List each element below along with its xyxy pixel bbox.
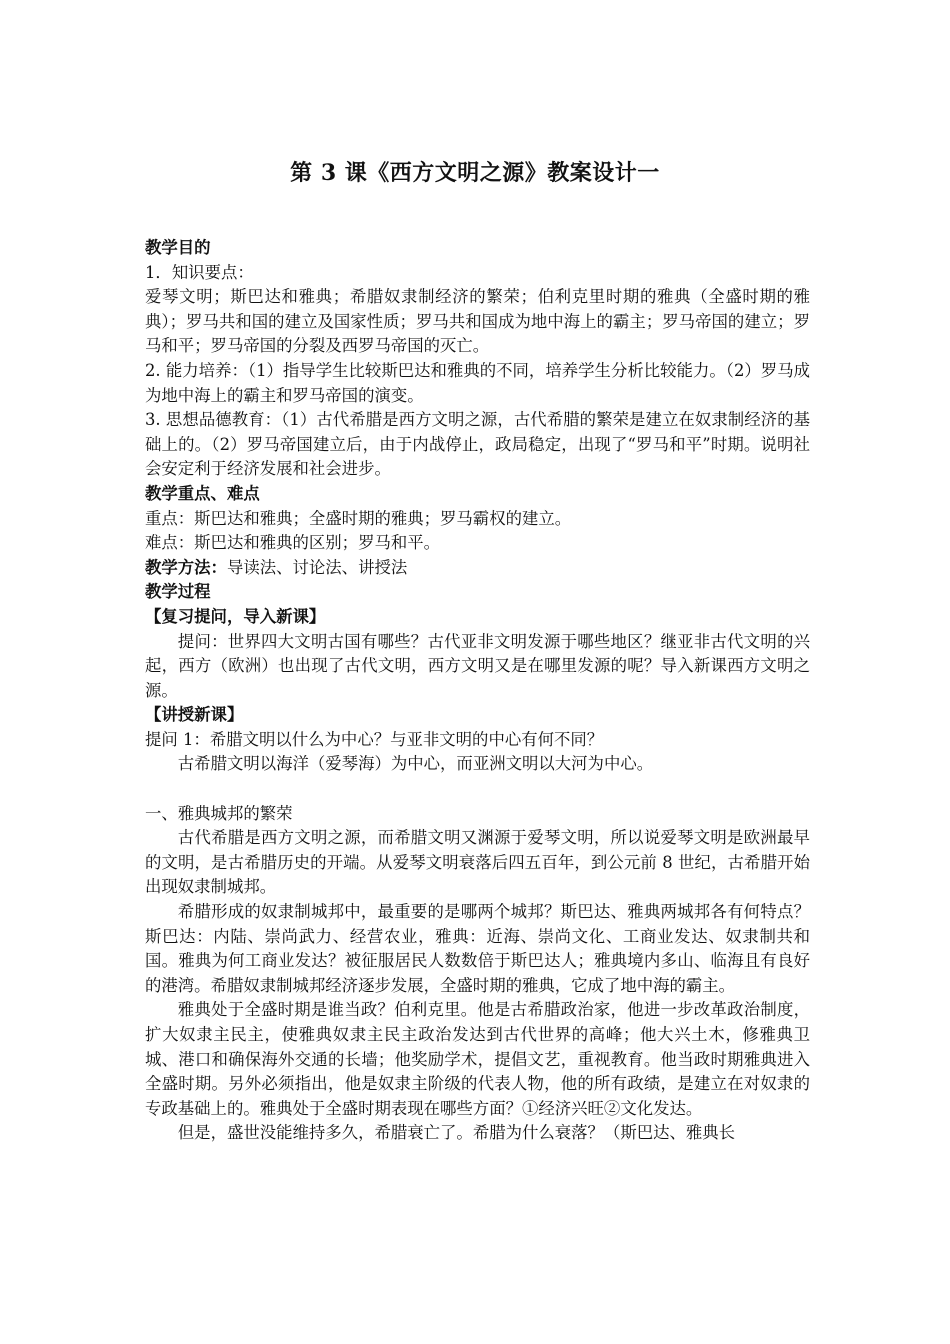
new-lesson-heading: 【讲授新课】 <box>145 705 244 725</box>
spacer <box>145 777 810 802</box>
key-points-heading: 教学重点、难点 <box>145 483 260 503</box>
process-heading: 教学过程 <box>145 582 211 602</box>
methods-line <box>145 556 810 581</box>
knowledge-label: 1．知识要点： <box>145 262 254 282</box>
methods-label: 教学方法： <box>145 557 227 577</box>
ability-text: 2. 能力培养：（1）指导学生比较斯巴达和雅典的不同，培养学生分析比较能力。（2）罗马成为地中海上的霸主和罗马帝国的演变。 <box>145 360 810 405</box>
question-1: 提问 1：希腊文明以什么为中心？与亚非文明的中心有何不同？ <box>145 729 604 749</box>
moral-text: 3. 思想品德教育：（1）古代希腊是西方文明之源，古代希腊的繁荣是建立在奴隶制经济的基础上的。（2）罗马帝国建立后，由于内战停止，政局稳定，出现了“罗马和平”时期。说明社会安定利于经济发展和社会进步。 <box>145 410 810 479</box>
methods-text: 导读法、讨论法、讲授法 <box>226 557 408 577</box>
section-1-paragraph: 但是，盛世没能维持多久，希腊衰亡了。希腊为什么衰落？（斯巴达、雅典长 <box>177 1123 736 1143</box>
review-text: 提问：世界四大文明古国有哪些？古代亚非文明发源于哪些地区？继亚非古代文明的兴起，西方（欧洲）也出现了古代文明，西方文明又是在哪里发源的呢？导入新课西方文明之源。 <box>145 631 810 700</box>
key-points-focus: 重点：斯巴达和雅典；全盛时期的雅典；罗马霸权的建立。 <box>145 508 572 528</box>
document-body <box>145 236 810 1146</box>
section-1-heading: 一、雅典城邦的繁荣 <box>145 803 293 823</box>
objectives-heading: 教学目的 <box>145 238 211 257</box>
document-title: 第 3 课《西方文明之源》教案设计一 <box>290 160 660 186</box>
section-1-paragraph: 古代希腊是西方文明之源，而希腊文明又渊源于爱琴文明，所以说爱琴文明是欧洲最早的文明，是古希腊历史的开端。从爱琴文明衰落后四五百年，到公元前 8 世纪，古希腊开始出现奴隶制城邦。 <box>145 828 810 897</box>
knowledge-text: 爱琴文明；斯巴达和雅典；希腊奴隶制经济的繁荣；伯利克里时期的雅典（全盛时期的雅典）；罗马共和国的建立及国家性质；罗马共和国成为地中海上的霸主；罗马帝国的建立；罗马和平；罗马帝国的分裂及西罗马帝国的灭亡。 <box>145 287 810 356</box>
answer-1: 古希腊文明以海洋（爱琴海）为中心，而亚洲文明以大河为中心。 <box>177 754 654 774</box>
key-points-difficulty: 难点：斯巴达和雅典的区别；罗马和平。 <box>145 533 441 553</box>
review-heading: 【复习提问，导入新课】 <box>145 606 326 626</box>
section-1-paragraph: 希腊形成的奴隶制城邦中，最重要的是哪两个城邦？斯巴达、雅典两城邦各有何特点？斯巴达：内陆、崇尚武力、经营农业，雅典：近海、崇尚文化、工商业发达、奴隶制共和国。雅典为何工商业发达？被征服居民人数数倍于斯巴达人；雅典境内多山、临海且有良好的港湾。希腊奴隶制城邦经济逐步发展，全盛时期的雅典，它成了地中海的霸主。 <box>145 902 810 995</box>
section-1-paragraph: 雅典处于全盛时期是谁当政？伯利克里。他是古希腊政治家，他进一步改革政治制度，扩大奴隶主民主，使雅典奴隶主民主政治发达到古代世界的高峰；他大兴土木，修雅典卫城、港口和确保海外交通的长墙；他奖励学术，提倡文艺，重视教育。他当政时期雅典进入全盛时期。另外必须指出，他是奴隶主阶级的代表人物，他的所有政绩，是建立在对奴隶的专政基础上的。雅典处于全盛时期表现在哪些方面？①经济兴旺②文化发达。 <box>145 1000 810 1118</box>
